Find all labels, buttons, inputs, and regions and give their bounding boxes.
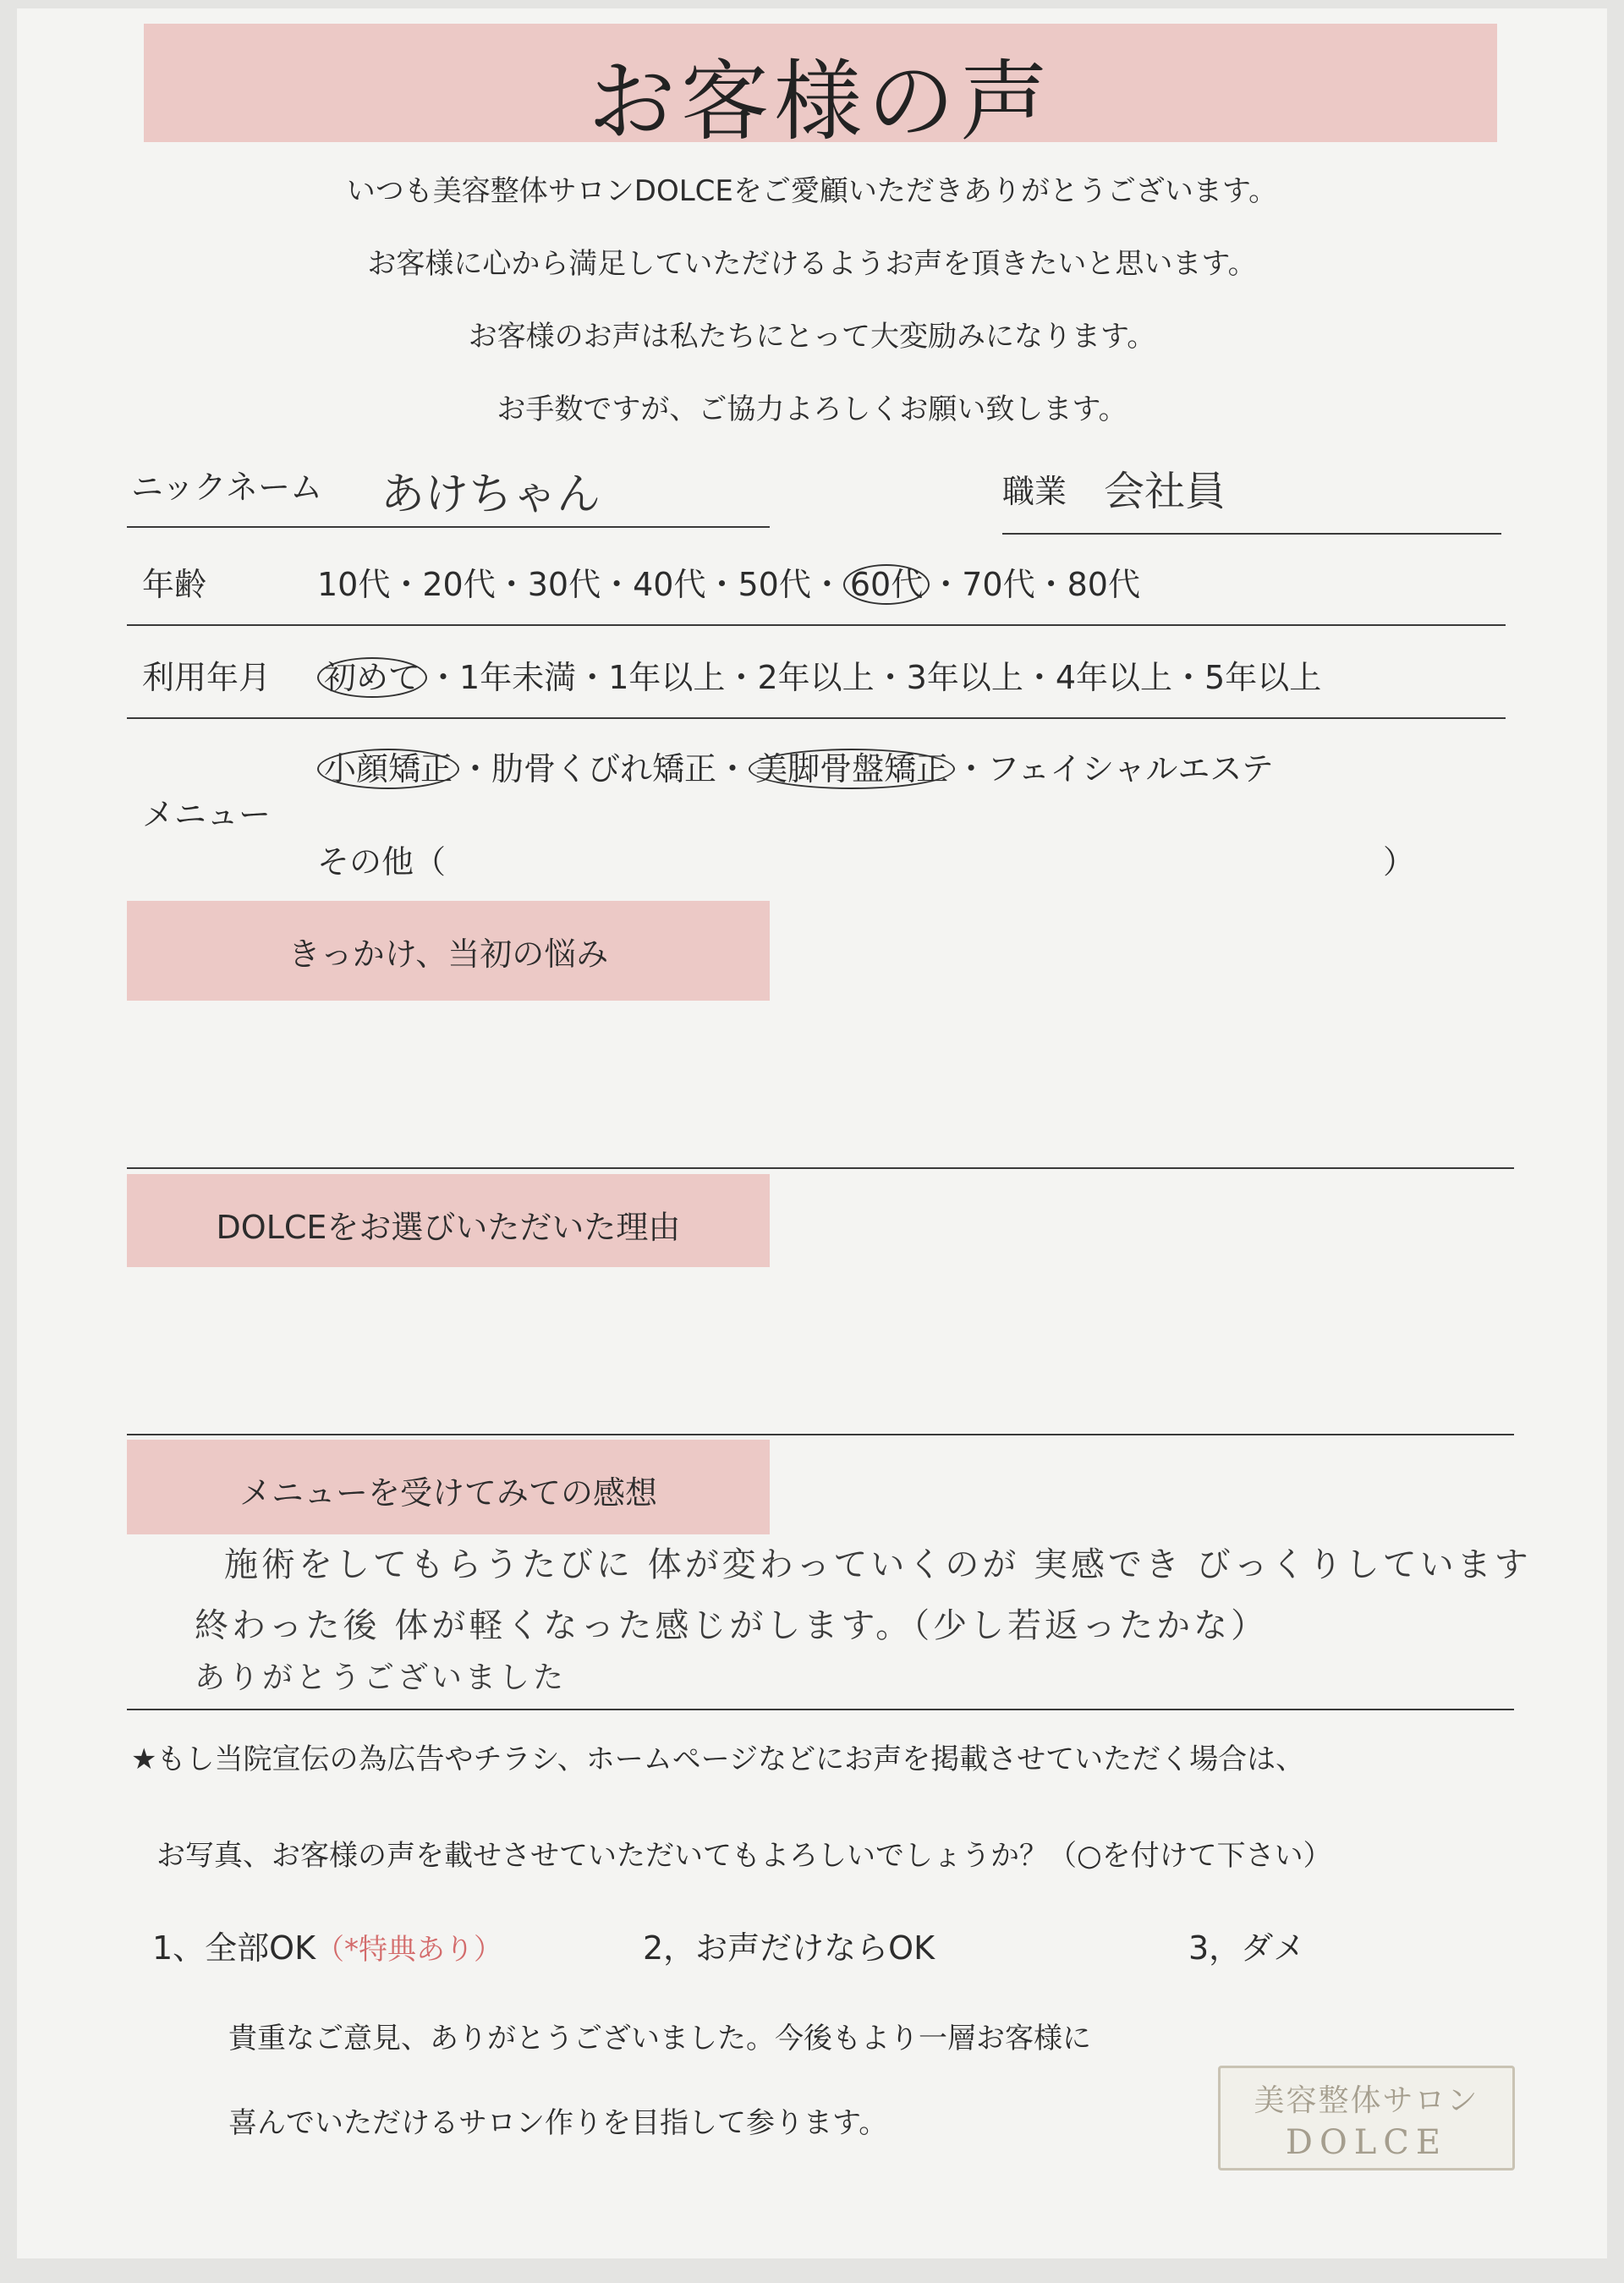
menu-other-close: ） <box>1383 843 1416 881</box>
usage-option[interactable]: 1年未満 <box>459 659 577 696</box>
section-reason-label: DOLCEをお選びいただいた理由 <box>216 1209 681 1246</box>
occupation-value[interactable]: 会社員 <box>1104 468 1226 515</box>
section-impression-band <box>127 1440 770 1534</box>
closing-line-2: 喜んでいただけるサロン作りを目指して参ります。 <box>228 2106 888 2140</box>
nickname-label: ニックネーム <box>131 469 323 506</box>
occupation-underline <box>1002 533 1501 535</box>
notice-line-1: ★もし当院宣伝の為広告やチラシ、ホームページなどにお声を掲載させていただく場合は、 <box>131 1742 1305 1776</box>
choice-2[interactable]: 2，お声だけならOK <box>643 1929 935 1967</box>
age-option[interactable]: 10代 <box>317 566 391 603</box>
menu-option-selected[interactable]: 小顔矯正 <box>317 749 459 789</box>
usage-option[interactable]: 1年以上 <box>608 659 726 696</box>
age-options: 10代・20代・30代・40代・50代・ 60代 ・70代・80代 <box>317 566 1140 603</box>
section-impression-label: メニューを受けてみての感想 <box>239 1474 657 1512</box>
reason-answer-line <box>127 1434 1514 1435</box>
closing-line-1: 貴重なご意見、ありがとうございました。今後もより一層お客様に <box>228 2022 1091 2055</box>
age-option[interactable]: 70代 <box>962 566 1035 603</box>
stamp-line-2: DOLCE <box>1285 2123 1448 2162</box>
comment-line-1: 施術をしてもらうたびに 体が変わっていくのが 実感でき びっくりしています <box>224 1545 1532 1584</box>
salon-stamp <box>1218 2066 1515 2170</box>
choice-1-label: 1、全部OK <box>152 1929 316 1967</box>
nickname-underline <box>127 526 770 528</box>
occupation-label: 職業 <box>1002 473 1067 510</box>
intro-line-4: お手数ですが、ご協力よろしくお願い致します。 <box>497 392 1127 426</box>
usage-option[interactable]: 2年以上 <box>757 659 875 696</box>
stamp-line-1: 美容整体サロン <box>1254 2083 1479 2118</box>
age-option[interactable]: 80代 <box>1067 566 1140 603</box>
age-option[interactable]: 20代 <box>422 566 496 603</box>
menu-option[interactable]: 肋骨くびれ矯正 <box>491 750 717 788</box>
choice-1[interactable] <box>152 1922 502 1968</box>
menu-option[interactable]: フェイシャルエステ <box>987 750 1274 788</box>
page-title: お客様の声 <box>587 50 1053 153</box>
impression-answer-line <box>127 1709 1514 1710</box>
comment-line-3: ありがとうございました <box>195 1660 568 1695</box>
usage-options: 初めて ・1年未満・1年以上・2年以上・3年以上・4年以上・5年以上 <box>317 651 1321 698</box>
section-trigger-band <box>127 901 770 1001</box>
comment-line-2: 終わった後 体が軽くなった感じがします。（少し若返ったかな） <box>195 1606 1269 1645</box>
age-option[interactable]: 50代 <box>738 566 811 603</box>
usage-option[interactable]: 3年以上 <box>906 659 1023 696</box>
intro-line-1: いつも美容整体サロンDOLCEをご愛顧いただきありがとうございます。 <box>346 174 1278 208</box>
intro-line-3: お客様のお声は私たちにとって大変励みになります。 <box>468 320 1156 354</box>
usage-divider <box>127 717 1506 719</box>
age-option[interactable]: 40代 <box>633 566 706 603</box>
usage-option[interactable]: 4年以上 <box>1055 659 1173 696</box>
menu-options: 小顔矯正 ・肋骨くびれ矯正・ 美脚骨盤矯正 ・フェイシャルエステ <box>317 743 1274 789</box>
menu-other-label: その他（ <box>317 843 447 881</box>
section-reason-band <box>127 1174 770 1267</box>
age-divider <box>127 624 1506 626</box>
menu-label: メニュー <box>142 796 272 833</box>
nickname-value[interactable]: あけちゃん <box>381 469 601 520</box>
usage-option-selected[interactable]: 初めて <box>317 657 427 698</box>
title-band <box>144 24 1497 153</box>
age-option[interactable]: 30代 <box>527 566 601 603</box>
choice-1-note: （*特典あり） <box>315 1933 503 1967</box>
age-option-selected[interactable]: 60代 <box>843 564 930 605</box>
usage-option[interactable]: 5年以上 <box>1204 659 1322 696</box>
choice-3[interactable]: 3，ダメ <box>1188 1929 1306 1967</box>
trigger-answer-line <box>127 1167 1514 1169</box>
survey-sheet <box>17 8 1607 2258</box>
section-trigger-label: きっかけ、当初の悩み <box>288 936 609 973</box>
usage-label: 利用年月 <box>142 659 272 696</box>
intro-line-2: お客様に心から満足していただけるようお声を頂きたいと思います。 <box>367 247 1257 281</box>
age-label: 年齢 <box>142 566 207 603</box>
menu-option-selected[interactable]: 美脚骨盤矯正 <box>749 749 955 789</box>
notice-line-2: お写真、お客様の声を載せさせていただいてもよろしいでしょうか？（○を付けて下さい） <box>156 1839 1332 1873</box>
